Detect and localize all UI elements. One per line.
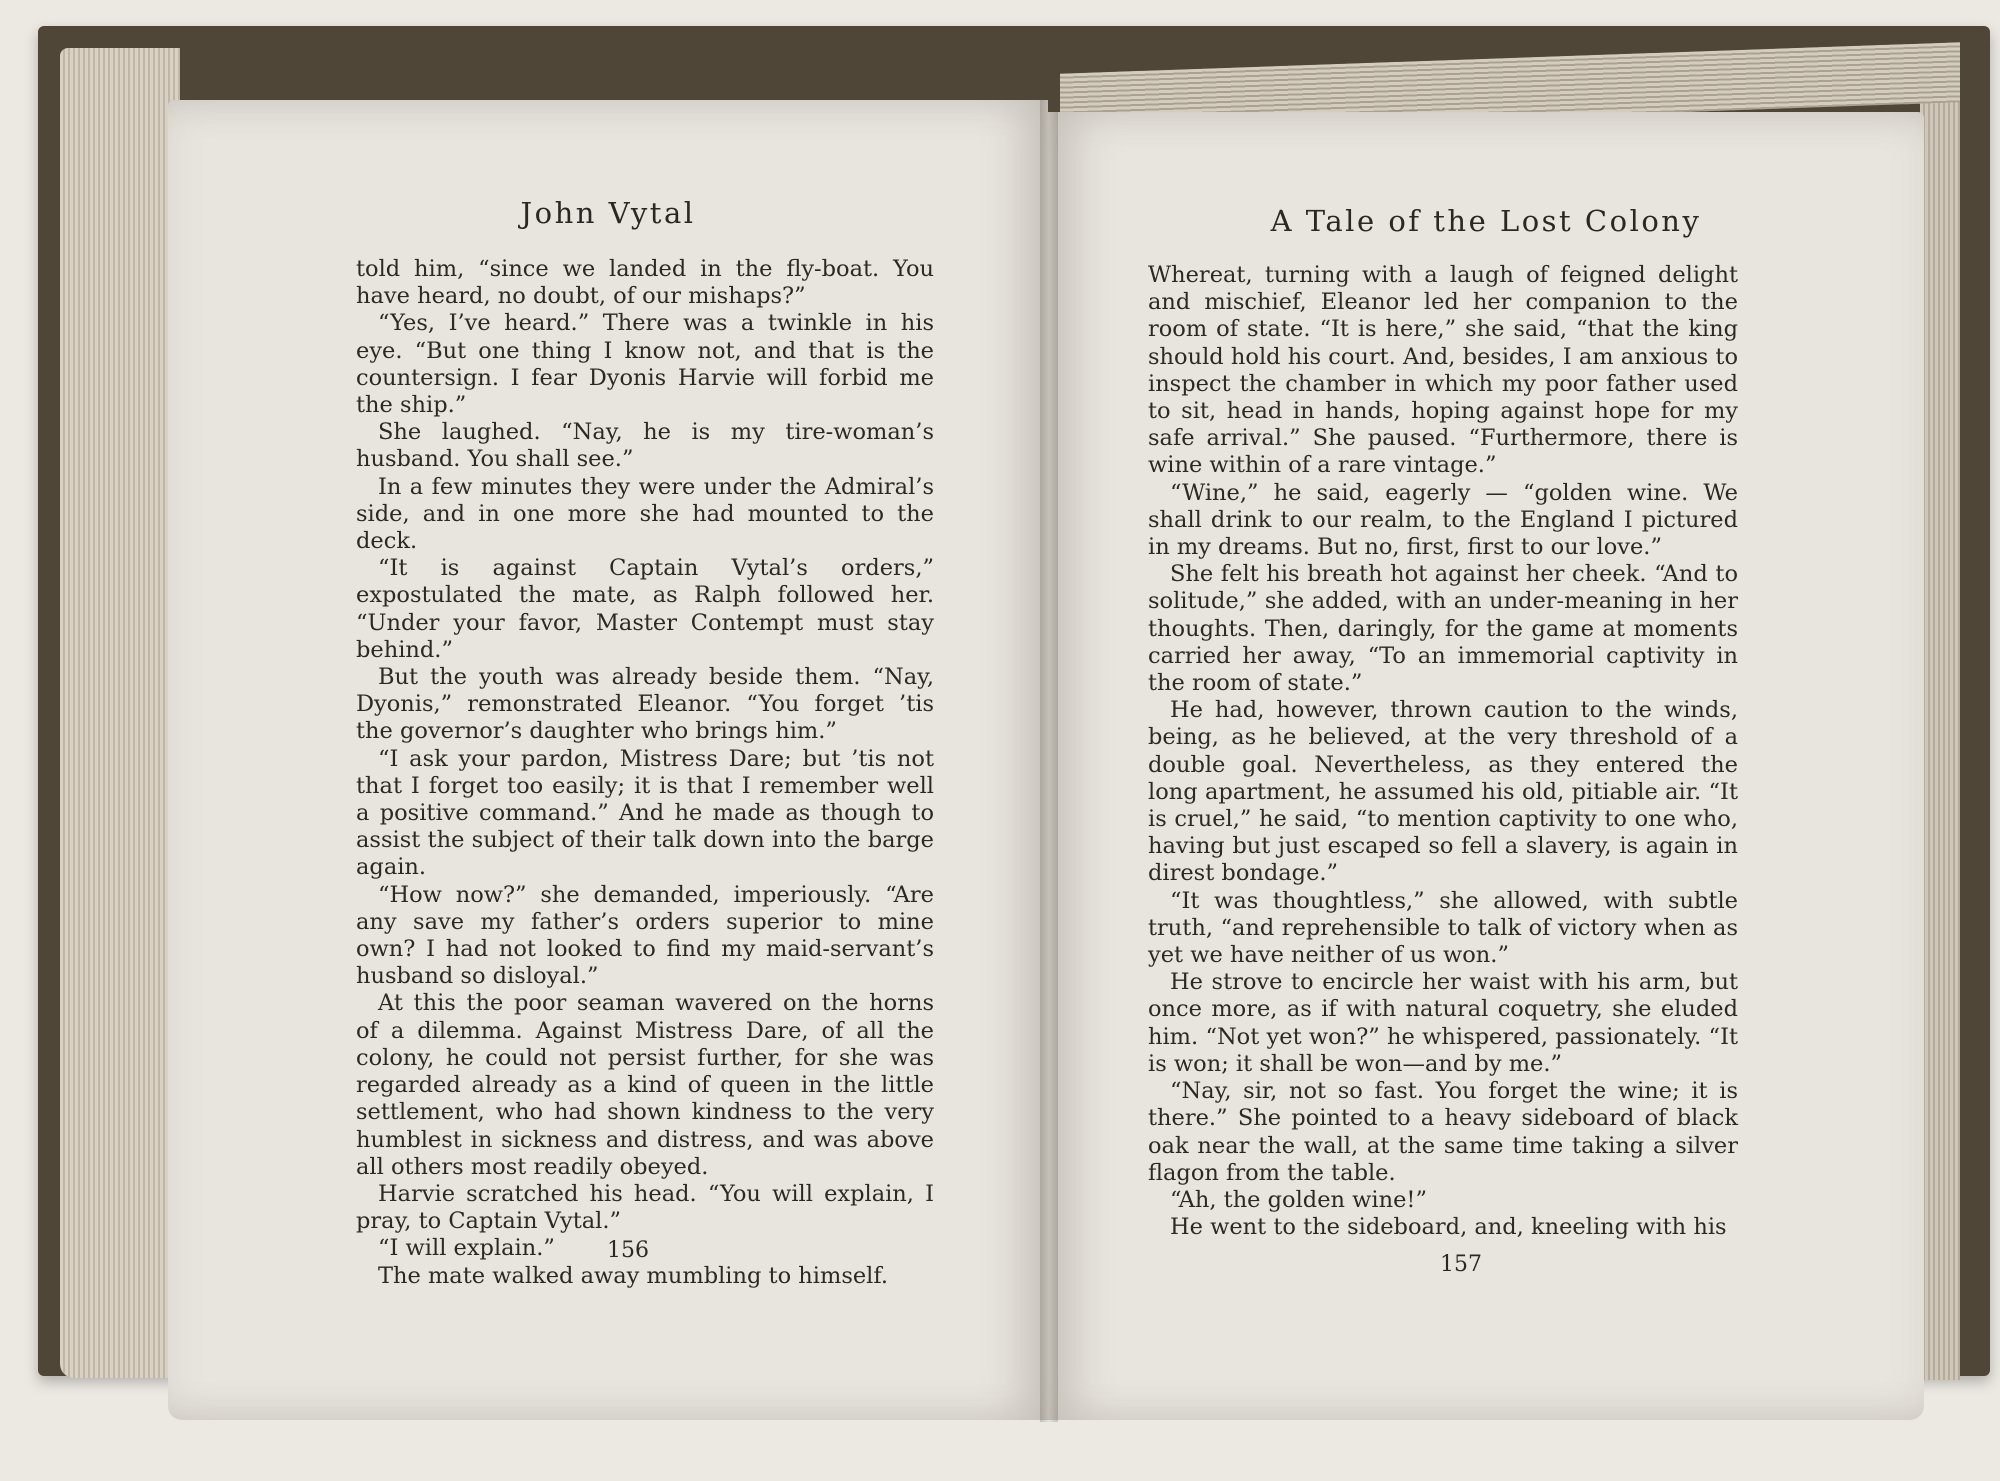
paragraph: “Yes, I’ve heard.” There was a twinkle in his eye. “But one thing I know not, and that is the countersign. I fear Dyonis Harvie will forbid me the ship.” [356,310,934,419]
book-gutter [1040,96,1058,1422]
paragraph: Whereat, turning with a laugh of feigned delight and mischief, Eleanor led her companion to the room of state. “It is here,” she said, “that the king should hold his court. And, besides, I am anxious to inspect the chamber in which my poor father used to sit, head in hands, hoping against hope for my safe arrival.” She paused. “Furthermore, there is wine within of a rare vintage.” [1148,262,1738,479]
paragraph: “Wine,” he said, eagerly — “golden wine. We shall drink to our realm, to the England I pictured in my dreams. But no, first, first to our love.” [1148,479,1738,561]
paragraph: told him, “since we landed in the fly-boat. You have heard, no doubt, of our mishaps?” [356,256,934,310]
page-number: 156 [607,1238,649,1263]
paragraph: She laughed. “Nay, he is my tire-woman’s husband. You shall see.” [356,419,934,473]
running-head: John Vytal [520,196,696,230]
right-page [1048,112,1924,1420]
running-head: A Tale of the Lost Colony [1270,204,1702,238]
paragraph: He strove to encircle her waist with his arm, but once more, as if with natural coquetry, she eluded him. “Not yet won?” he whispered, passionately. “It is won; it shall be won—and by me.” [1148,969,1738,1077]
paragraph: He had, however, thrown caution to the winds, being, as he believed, at the very threshold of a double goal. Nevertheless, as they entered the long apartment, he assumed his old, pitiable air. “It is cruel,” he said, “to mention captivity to one who, having but just escaped so fell a slavery, is again in direst bondage.” [1148,697,1738,887]
page-edges-right [1920,80,1960,1380]
paragraph: In a few minutes they were under the Admiral’s side, and in one more she had mounted to the deck. [356,473,934,555]
paragraph: “Nay, sir, not so fast. You forget the wine; it is there.” She pointed to a heavy sideboard of black oak near the wall, at the same time taking a silver flagon from the table. [1148,1078,1738,1186]
paragraph: “It is against Captain Vytal’s orders,” expostulated the mate, as Ralph followed her. “Under your favor, Master Contempt must stay behind.” [356,555,934,663]
paragraph: “I will explain.” [378,1235,555,1262]
paragraph: “How now?” she demanded, imperiously. “Are any save my father’s orders superior to mine own? I had not looked to find my maid-servant’s husband so disloyal.” [356,881,934,990]
page-body [356,256,934,1290]
page-number: 157 [1440,1252,1482,1277]
page-body [1148,262,1738,1241]
paragraph: She felt his breath hot against her cheek. “And to solitude,” she added, with an under-meaning in her thoughts. Then, daringly, for the game at moments carried her away, “To an immemorial captivity in the room of state.” [1148,561,1738,697]
paragraph: “It was thoughtless,” she allowed, with subtle truth, “and reprehensible to talk of victory when as yet we have neither of us won.” [1148,887,1738,969]
paragraph: He went to the sideboard, and, kneeling with his [1170,1214,1727,1241]
paragraph: The mate walked away mumbling to himself. [378,1262,889,1289]
left-page [168,100,1048,1420]
paragraph: “Ah, the golden wine!” [1170,1186,1427,1213]
paragraph: “I ask your pardon, Mistress Dare; but ’tis not that I forget too easily; it is that I remember well a positive command.” And he made as though to assist the subject of their talk down into the barge again. [356,745,934,881]
paragraph: Harvie scratched his head. “You will explain, I pray, to Captain Vytal.” [356,1180,934,1235]
paragraph: But the youth was already beside them. “Nay, Dyonis,” remonstrated Eleanor. “You forget ’tis the governor’s daughter who brings him.” [356,664,934,745]
page-edges-left [60,48,180,1378]
paragraph: At this the poor seaman wavered on the horns of a dilemma. Against Mistress Dare, of all the colony, he could not persist further, for she was regarded already as a kind of queen in the little settlement, who had shown kindness to the very humblest in sickness and distress, and was above all others most readily obeyed. [356,990,934,1180]
